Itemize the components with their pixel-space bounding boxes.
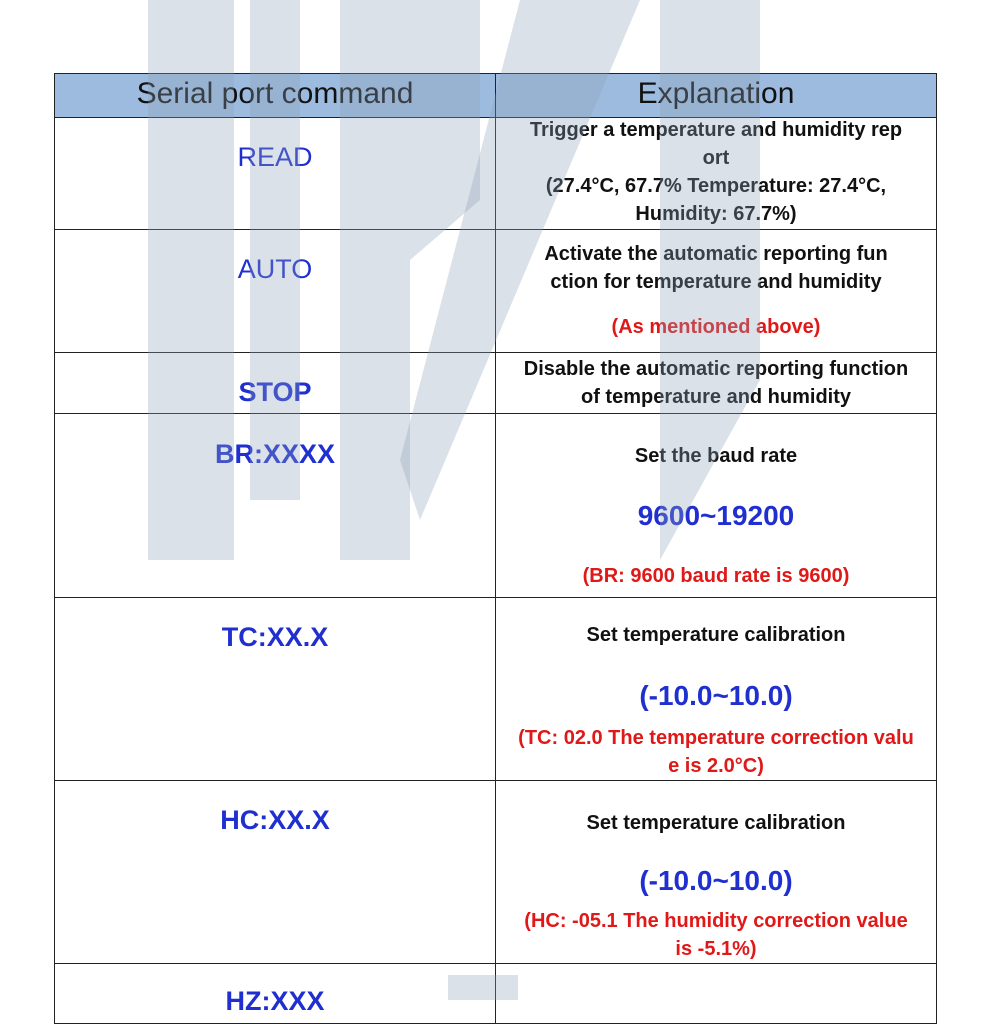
explanation-text: Trigger a temperature and humidity rep ort (27.4°C, 67.7% Temperature: 27.4°C, Humidity: 67.7%) [529, 119, 903, 225]
command-cell [55, 118, 496, 230]
explanation-cell [496, 964, 937, 1024]
table-header-row [55, 74, 937, 118]
explanation-note: (TC: 02.0 The temperature correction valu e is 2.0°C) [518, 727, 914, 777]
table-row [55, 414, 937, 598]
command-stop: STOP [238, 377, 312, 407]
explanation-text: Set temperature calibration [586, 624, 846, 646]
explanation-cell [496, 781, 937, 964]
command-cell [55, 414, 496, 598]
explanation-note: (BR: 9600 baud rate is 9600) [582, 565, 850, 587]
explanation-cell [496, 414, 937, 598]
explanation-note: (HC: -05.1 The humidity correction value is -5.1%) [524, 910, 908, 960]
table-row [55, 230, 937, 353]
command-cell [55, 598, 496, 781]
range-value: (-10.0~10.0) [639, 680, 793, 711]
command-br: BR:XXXX [214, 439, 336, 469]
explanation-note: (As mentioned above) [611, 316, 821, 338]
serial-command-table [54, 73, 937, 1024]
command-cell [55, 781, 496, 964]
explanation-text: Set the baud rate [634, 445, 798, 467]
table-row [55, 598, 937, 781]
command-tc: TC:XX.X [221, 622, 329, 652]
command-cell [55, 964, 496, 1024]
table-row [55, 353, 937, 414]
explanation-cell [496, 230, 937, 353]
command-read: READ [237, 142, 313, 172]
command-auto: AUTO [237, 254, 313, 284]
table-row [55, 118, 937, 230]
explanation-cell [496, 118, 937, 230]
explanation-text: Set temperature calibration [586, 812, 846, 834]
header-explanation: Explanation [496, 74, 937, 118]
table-row [55, 964, 937, 1024]
explanation-text: Disable the automatic reporting function of temperature and humidity [523, 358, 909, 408]
range-value: (-10.0~10.0) [639, 865, 793, 896]
command-cell [55, 230, 496, 353]
command-hc: HC:XX.X [220, 805, 330, 835]
explanation-cell [496, 598, 937, 781]
explanation-text: Activate the automatic reporting fun ction for temperature and humidity [544, 243, 888, 293]
explanation-cell [496, 353, 937, 414]
command-cell [55, 353, 496, 414]
command-hz: HZ:XXX [225, 986, 325, 1016]
range-value: 9600~19200 [637, 500, 795, 531]
header-command: Serial port command [55, 74, 496, 118]
table-row [55, 781, 937, 964]
